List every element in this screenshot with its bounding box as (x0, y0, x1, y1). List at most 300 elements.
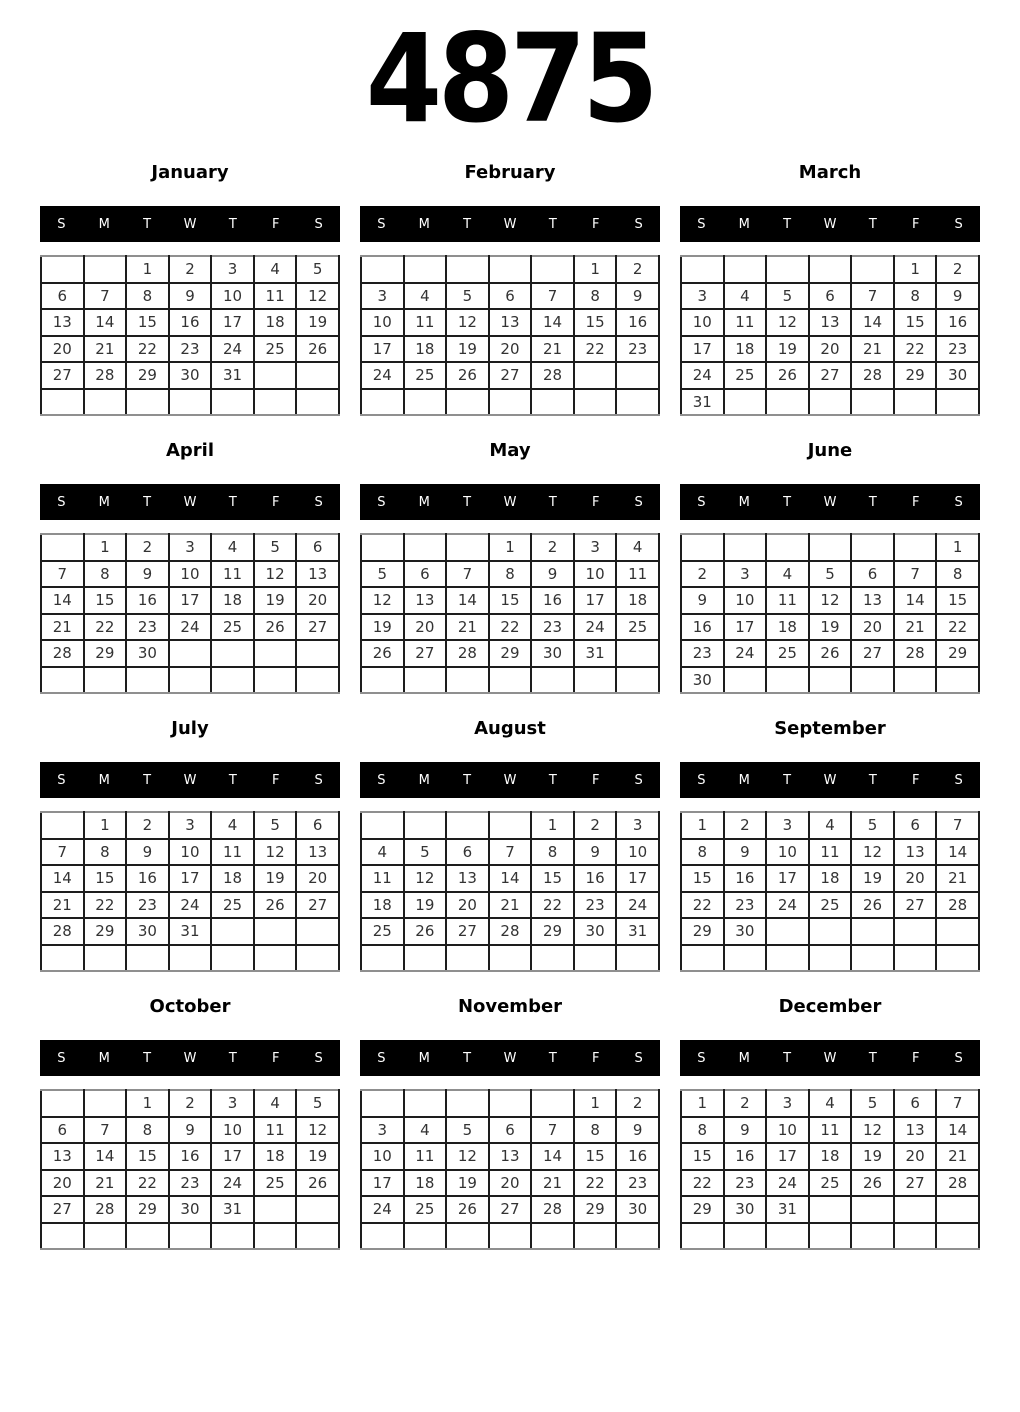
day-cell: 20 (41, 336, 84, 363)
day-cell: 8 (936, 561, 979, 588)
day-cell: 26 (254, 614, 297, 641)
year-title: 4875 (365, 8, 655, 150)
empty-day-cell (169, 667, 212, 694)
day-cell: 27 (296, 892, 339, 919)
day-cell: 23 (616, 336, 659, 363)
day-cell: 23 (574, 892, 617, 919)
day-cell: 21 (84, 336, 127, 363)
day-cell: 29 (126, 1196, 169, 1223)
day-cell: 7 (41, 839, 84, 866)
empty-day-cell (531, 1223, 574, 1250)
month-block (40, 162, 340, 440)
week-row (361, 812, 659, 839)
day-cell: 18 (766, 614, 809, 641)
empty-day-cell (126, 945, 169, 972)
day-cell: 22 (489, 614, 532, 641)
weekday-label: S (634, 1050, 643, 1066)
empty-day-cell (446, 667, 489, 694)
day-cell: 19 (446, 336, 489, 363)
day-cell: 11 (211, 561, 254, 588)
day-cell: 7 (531, 1117, 574, 1144)
weekday-label: S (57, 494, 66, 510)
week-row (361, 587, 659, 614)
month-block (680, 440, 980, 718)
day-cell: 25 (809, 1170, 852, 1197)
week-row (41, 256, 339, 283)
weekday-label: W (503, 494, 517, 510)
day-cell: 23 (169, 1170, 212, 1197)
week-row (41, 839, 339, 866)
weekday-header (680, 1040, 980, 1076)
weekday-header (40, 1040, 340, 1076)
day-cell: 25 (361, 918, 404, 945)
empty-day-cell (531, 389, 574, 416)
weekday-label: S (954, 216, 963, 232)
empty-day-cell (446, 1223, 489, 1250)
empty-day-cell (446, 389, 489, 416)
month-title: April (165, 440, 215, 461)
day-cell: 5 (809, 561, 852, 588)
day-cell: 23 (936, 336, 979, 363)
week-row (41, 587, 339, 614)
week-row (361, 1223, 659, 1250)
empty-day-cell (489, 945, 532, 972)
day-cell: 23 (724, 892, 767, 919)
day-cell: 1 (84, 534, 127, 561)
day-cell: 24 (766, 1170, 809, 1197)
day-cell: 2 (126, 534, 169, 561)
day-cell: 9 (126, 561, 169, 588)
empty-day-cell (446, 1090, 489, 1117)
weekday-label: W (503, 1050, 517, 1066)
empty-day-cell (766, 1223, 809, 1250)
day-cell: 8 (574, 283, 617, 310)
day-cell: 25 (766, 640, 809, 667)
weekday-label: S (314, 494, 323, 510)
empty-day-cell (616, 667, 659, 694)
empty-day-cell (211, 389, 254, 416)
month-title: November (457, 996, 563, 1017)
day-cell: 8 (126, 283, 169, 310)
day-cell: 8 (126, 1117, 169, 1144)
weekday-label: F (271, 1050, 280, 1066)
day-cell: 22 (84, 614, 127, 641)
weekday-label: S (377, 772, 386, 788)
day-cell: 29 (531, 918, 574, 945)
weekday-label: S (314, 772, 323, 788)
day-cell: 21 (41, 892, 84, 919)
day-cell: 9 (574, 839, 617, 866)
day-cell: 15 (126, 309, 169, 336)
day-cell: 11 (361, 865, 404, 892)
day-cell: 14 (84, 309, 127, 336)
empty-day-cell (616, 389, 659, 416)
week-row (41, 561, 339, 588)
day-cell: 14 (531, 1143, 574, 1170)
day-cell: 28 (446, 640, 489, 667)
weekday-label: T (868, 216, 877, 232)
day-cell: 2 (169, 256, 212, 283)
empty-day-cell (894, 667, 937, 694)
day-cell: 4 (404, 283, 447, 310)
week-row (361, 389, 659, 416)
week-row (361, 362, 659, 389)
empty-day-cell (404, 534, 447, 561)
weekday-label: F (271, 772, 280, 788)
month-block (680, 718, 980, 996)
day-cell: 14 (489, 865, 532, 892)
empty-day-cell (84, 389, 127, 416)
day-cell: 27 (446, 918, 489, 945)
empty-day-cell (41, 256, 84, 283)
day-cell: 7 (446, 561, 489, 588)
day-cell: 16 (681, 614, 724, 641)
empty-day-cell (574, 389, 617, 416)
weekday-label: S (697, 772, 706, 788)
day-cell: 30 (169, 362, 212, 389)
empty-day-cell (254, 1223, 297, 1250)
empty-day-cell (211, 945, 254, 972)
empty-day-cell (681, 256, 724, 283)
day-cell: 8 (84, 561, 127, 588)
empty-day-cell (766, 389, 809, 416)
day-cell: 1 (574, 256, 617, 283)
week-row (681, 309, 979, 336)
empty-day-cell (296, 362, 339, 389)
day-cell: 12 (851, 1117, 894, 1144)
day-cell: 11 (211, 839, 254, 866)
weekday-label: W (823, 216, 837, 232)
day-cell: 31 (616, 918, 659, 945)
weekday-label: T (783, 494, 792, 510)
empty-day-cell (851, 945, 894, 972)
week-row (681, 256, 979, 283)
empty-day-cell (851, 918, 894, 945)
weekday-label: M (98, 216, 110, 232)
day-cell: 10 (724, 587, 767, 614)
week-row (41, 309, 339, 336)
day-cell: 22 (84, 892, 127, 919)
month-title: August (474, 718, 546, 739)
week-row (681, 918, 979, 945)
week-row (681, 1090, 979, 1117)
day-cell: 1 (574, 1090, 617, 1117)
day-cell: 19 (254, 865, 297, 892)
day-cell: 30 (724, 918, 767, 945)
day-cell: 10 (361, 1143, 404, 1170)
day-cell: 10 (211, 283, 254, 310)
day-cell: 22 (894, 336, 937, 363)
day-cell: 27 (894, 1170, 937, 1197)
weekday-header (360, 1040, 660, 1076)
weekday-label: W (183, 1050, 197, 1066)
month-day-grid (360, 533, 660, 694)
weekday-header (360, 762, 660, 798)
week-row (681, 945, 979, 972)
day-cell: 19 (404, 892, 447, 919)
month-day-grid (360, 811, 660, 972)
day-cell: 30 (531, 640, 574, 667)
day-cell: 23 (126, 892, 169, 919)
empty-day-cell (361, 945, 404, 972)
week-row (681, 389, 979, 416)
day-cell: 29 (84, 640, 127, 667)
day-cell: 5 (851, 1090, 894, 1117)
day-cell: 29 (894, 362, 937, 389)
day-cell: 3 (169, 812, 212, 839)
weekday-label: S (57, 772, 66, 788)
week-row (681, 336, 979, 363)
day-cell: 21 (936, 1143, 979, 1170)
day-cell: 12 (361, 587, 404, 614)
weekday-label: S (377, 1050, 386, 1066)
weekday-label: T (228, 216, 237, 232)
empty-day-cell (361, 256, 404, 283)
day-cell: 9 (936, 283, 979, 310)
day-cell: 6 (809, 283, 852, 310)
week-row (41, 865, 339, 892)
empty-day-cell (41, 534, 84, 561)
day-cell: 15 (936, 587, 979, 614)
day-cell: 10 (766, 1117, 809, 1144)
day-cell: 2 (126, 812, 169, 839)
empty-day-cell (446, 256, 489, 283)
empty-day-cell (296, 945, 339, 972)
weekday-header (680, 484, 980, 520)
day-cell: 30 (126, 918, 169, 945)
week-row (361, 918, 659, 945)
week-row (681, 283, 979, 310)
month-day-grid (360, 1089, 660, 1250)
day-cell: 17 (211, 1143, 254, 1170)
day-cell: 1 (894, 256, 937, 283)
week-row (361, 892, 659, 919)
weekday-label: F (591, 1050, 600, 1066)
day-cell: 15 (531, 865, 574, 892)
day-cell: 27 (41, 362, 84, 389)
day-cell: 13 (851, 587, 894, 614)
day-cell: 25 (211, 614, 254, 641)
empty-day-cell (404, 389, 447, 416)
weekday-label: W (183, 216, 197, 232)
day-cell: 27 (894, 892, 937, 919)
week-row (41, 283, 339, 310)
empty-day-cell (766, 534, 809, 561)
day-cell: 11 (809, 1117, 852, 1144)
day-cell: 14 (41, 865, 84, 892)
month-day-grid (40, 811, 340, 972)
month-block (360, 162, 660, 440)
empty-day-cell (41, 945, 84, 972)
day-cell: 12 (766, 309, 809, 336)
empty-day-cell (531, 667, 574, 694)
day-cell: 3 (616, 812, 659, 839)
weekday-label: S (314, 216, 323, 232)
week-row (681, 839, 979, 866)
weekday-label: W (503, 772, 517, 788)
day-cell: 10 (211, 1117, 254, 1144)
day-cell: 16 (724, 1143, 767, 1170)
day-cell: 7 (936, 1090, 979, 1117)
week-row (361, 1117, 659, 1144)
week-row (681, 587, 979, 614)
day-cell: 13 (296, 561, 339, 588)
day-cell: 22 (681, 892, 724, 919)
day-cell: 1 (126, 256, 169, 283)
day-cell: 23 (531, 614, 574, 641)
empty-day-cell (766, 918, 809, 945)
weekday-header (360, 206, 660, 242)
weekday-label: M (98, 1050, 110, 1066)
weekday-label: M (738, 1050, 750, 1066)
day-cell: 25 (254, 1170, 297, 1197)
weekday-label: T (868, 772, 877, 788)
week-row (681, 561, 979, 588)
week-row (361, 534, 659, 561)
day-cell: 6 (446, 839, 489, 866)
day-cell: 21 (894, 614, 937, 641)
day-cell: 20 (296, 587, 339, 614)
weekday-label: S (697, 216, 706, 232)
day-cell: 3 (361, 1117, 404, 1144)
weekday-label: S (57, 1050, 66, 1066)
day-cell: 31 (169, 918, 212, 945)
day-cell: 14 (936, 839, 979, 866)
weekday-header (680, 762, 980, 798)
day-cell: 30 (724, 1196, 767, 1223)
day-cell: 26 (404, 918, 447, 945)
day-cell: 19 (851, 1143, 894, 1170)
day-cell: 30 (169, 1196, 212, 1223)
empty-day-cell (254, 362, 297, 389)
day-cell: 25 (616, 614, 659, 641)
day-cell: 4 (254, 1090, 297, 1117)
day-cell: 18 (404, 1170, 447, 1197)
day-cell: 26 (446, 1196, 489, 1223)
day-cell: 15 (574, 1143, 617, 1170)
day-cell: 4 (809, 1090, 852, 1117)
day-cell: 21 (531, 1170, 574, 1197)
day-cell: 5 (361, 561, 404, 588)
day-cell: 1 (84, 812, 127, 839)
day-cell: 1 (681, 1090, 724, 1117)
day-cell: 5 (254, 534, 297, 561)
day-cell: 3 (574, 534, 617, 561)
week-row (361, 1170, 659, 1197)
day-cell: 21 (851, 336, 894, 363)
day-cell: 28 (84, 1196, 127, 1223)
day-cell: 22 (574, 336, 617, 363)
empty-day-cell (489, 1090, 532, 1117)
empty-day-cell (254, 918, 297, 945)
empty-day-cell (724, 389, 767, 416)
empty-day-cell (254, 389, 297, 416)
empty-day-cell (894, 945, 937, 972)
day-cell: 4 (211, 534, 254, 561)
day-cell: 31 (766, 1196, 809, 1223)
day-cell: 2 (724, 812, 767, 839)
day-cell: 7 (84, 1117, 127, 1144)
empty-day-cell (851, 389, 894, 416)
weekday-label: M (418, 494, 430, 510)
day-cell: 18 (616, 587, 659, 614)
day-cell: 2 (616, 256, 659, 283)
day-cell: 7 (531, 283, 574, 310)
day-cell: 9 (169, 1117, 212, 1144)
weekday-label: S (634, 772, 643, 788)
week-row (681, 865, 979, 892)
week-row (41, 667, 339, 694)
empty-day-cell (211, 1223, 254, 1250)
day-cell: 13 (296, 839, 339, 866)
day-cell: 1 (489, 534, 532, 561)
weekday-label: W (183, 494, 197, 510)
empty-day-cell (296, 640, 339, 667)
month-day-grid (360, 255, 660, 416)
day-cell: 4 (809, 812, 852, 839)
day-cell: 26 (361, 640, 404, 667)
day-cell: 8 (681, 1117, 724, 1144)
empty-day-cell (211, 667, 254, 694)
day-cell: 15 (84, 865, 127, 892)
day-cell: 29 (574, 1196, 617, 1223)
day-cell: 8 (84, 839, 127, 866)
empty-day-cell (851, 534, 894, 561)
empty-day-cell (724, 534, 767, 561)
weekday-label: S (634, 216, 643, 232)
week-row (41, 1170, 339, 1197)
day-cell: 29 (681, 1196, 724, 1223)
week-row (41, 640, 339, 667)
empty-day-cell (936, 1196, 979, 1223)
day-cell: 9 (531, 561, 574, 588)
day-cell: 13 (404, 587, 447, 614)
day-cell: 11 (724, 309, 767, 336)
day-cell: 14 (84, 1143, 127, 1170)
empty-day-cell (531, 256, 574, 283)
week-row (361, 640, 659, 667)
day-cell: 13 (489, 309, 532, 336)
day-cell: 21 (446, 614, 489, 641)
day-cell: 6 (894, 812, 937, 839)
day-cell: 11 (766, 587, 809, 614)
empty-day-cell (489, 812, 532, 839)
day-cell: 10 (361, 309, 404, 336)
empty-day-cell (766, 945, 809, 972)
month-block (360, 440, 660, 718)
day-cell: 9 (724, 1117, 767, 1144)
day-cell: 11 (254, 1117, 297, 1144)
day-cell: 13 (809, 309, 852, 336)
empty-day-cell (851, 1196, 894, 1223)
day-cell: 24 (361, 362, 404, 389)
empty-day-cell (404, 1090, 447, 1117)
day-cell: 26 (809, 640, 852, 667)
day-cell: 6 (296, 534, 339, 561)
day-cell: 5 (296, 1090, 339, 1117)
week-row (41, 362, 339, 389)
day-cell: 7 (41, 561, 84, 588)
empty-day-cell (41, 1223, 84, 1250)
day-cell: 16 (169, 309, 212, 336)
empty-day-cell (489, 1223, 532, 1250)
day-cell: 1 (681, 812, 724, 839)
day-cell: 5 (766, 283, 809, 310)
empty-day-cell (211, 918, 254, 945)
empty-day-cell (809, 534, 852, 561)
weekday-label: T (143, 1050, 152, 1066)
empty-day-cell (809, 945, 852, 972)
